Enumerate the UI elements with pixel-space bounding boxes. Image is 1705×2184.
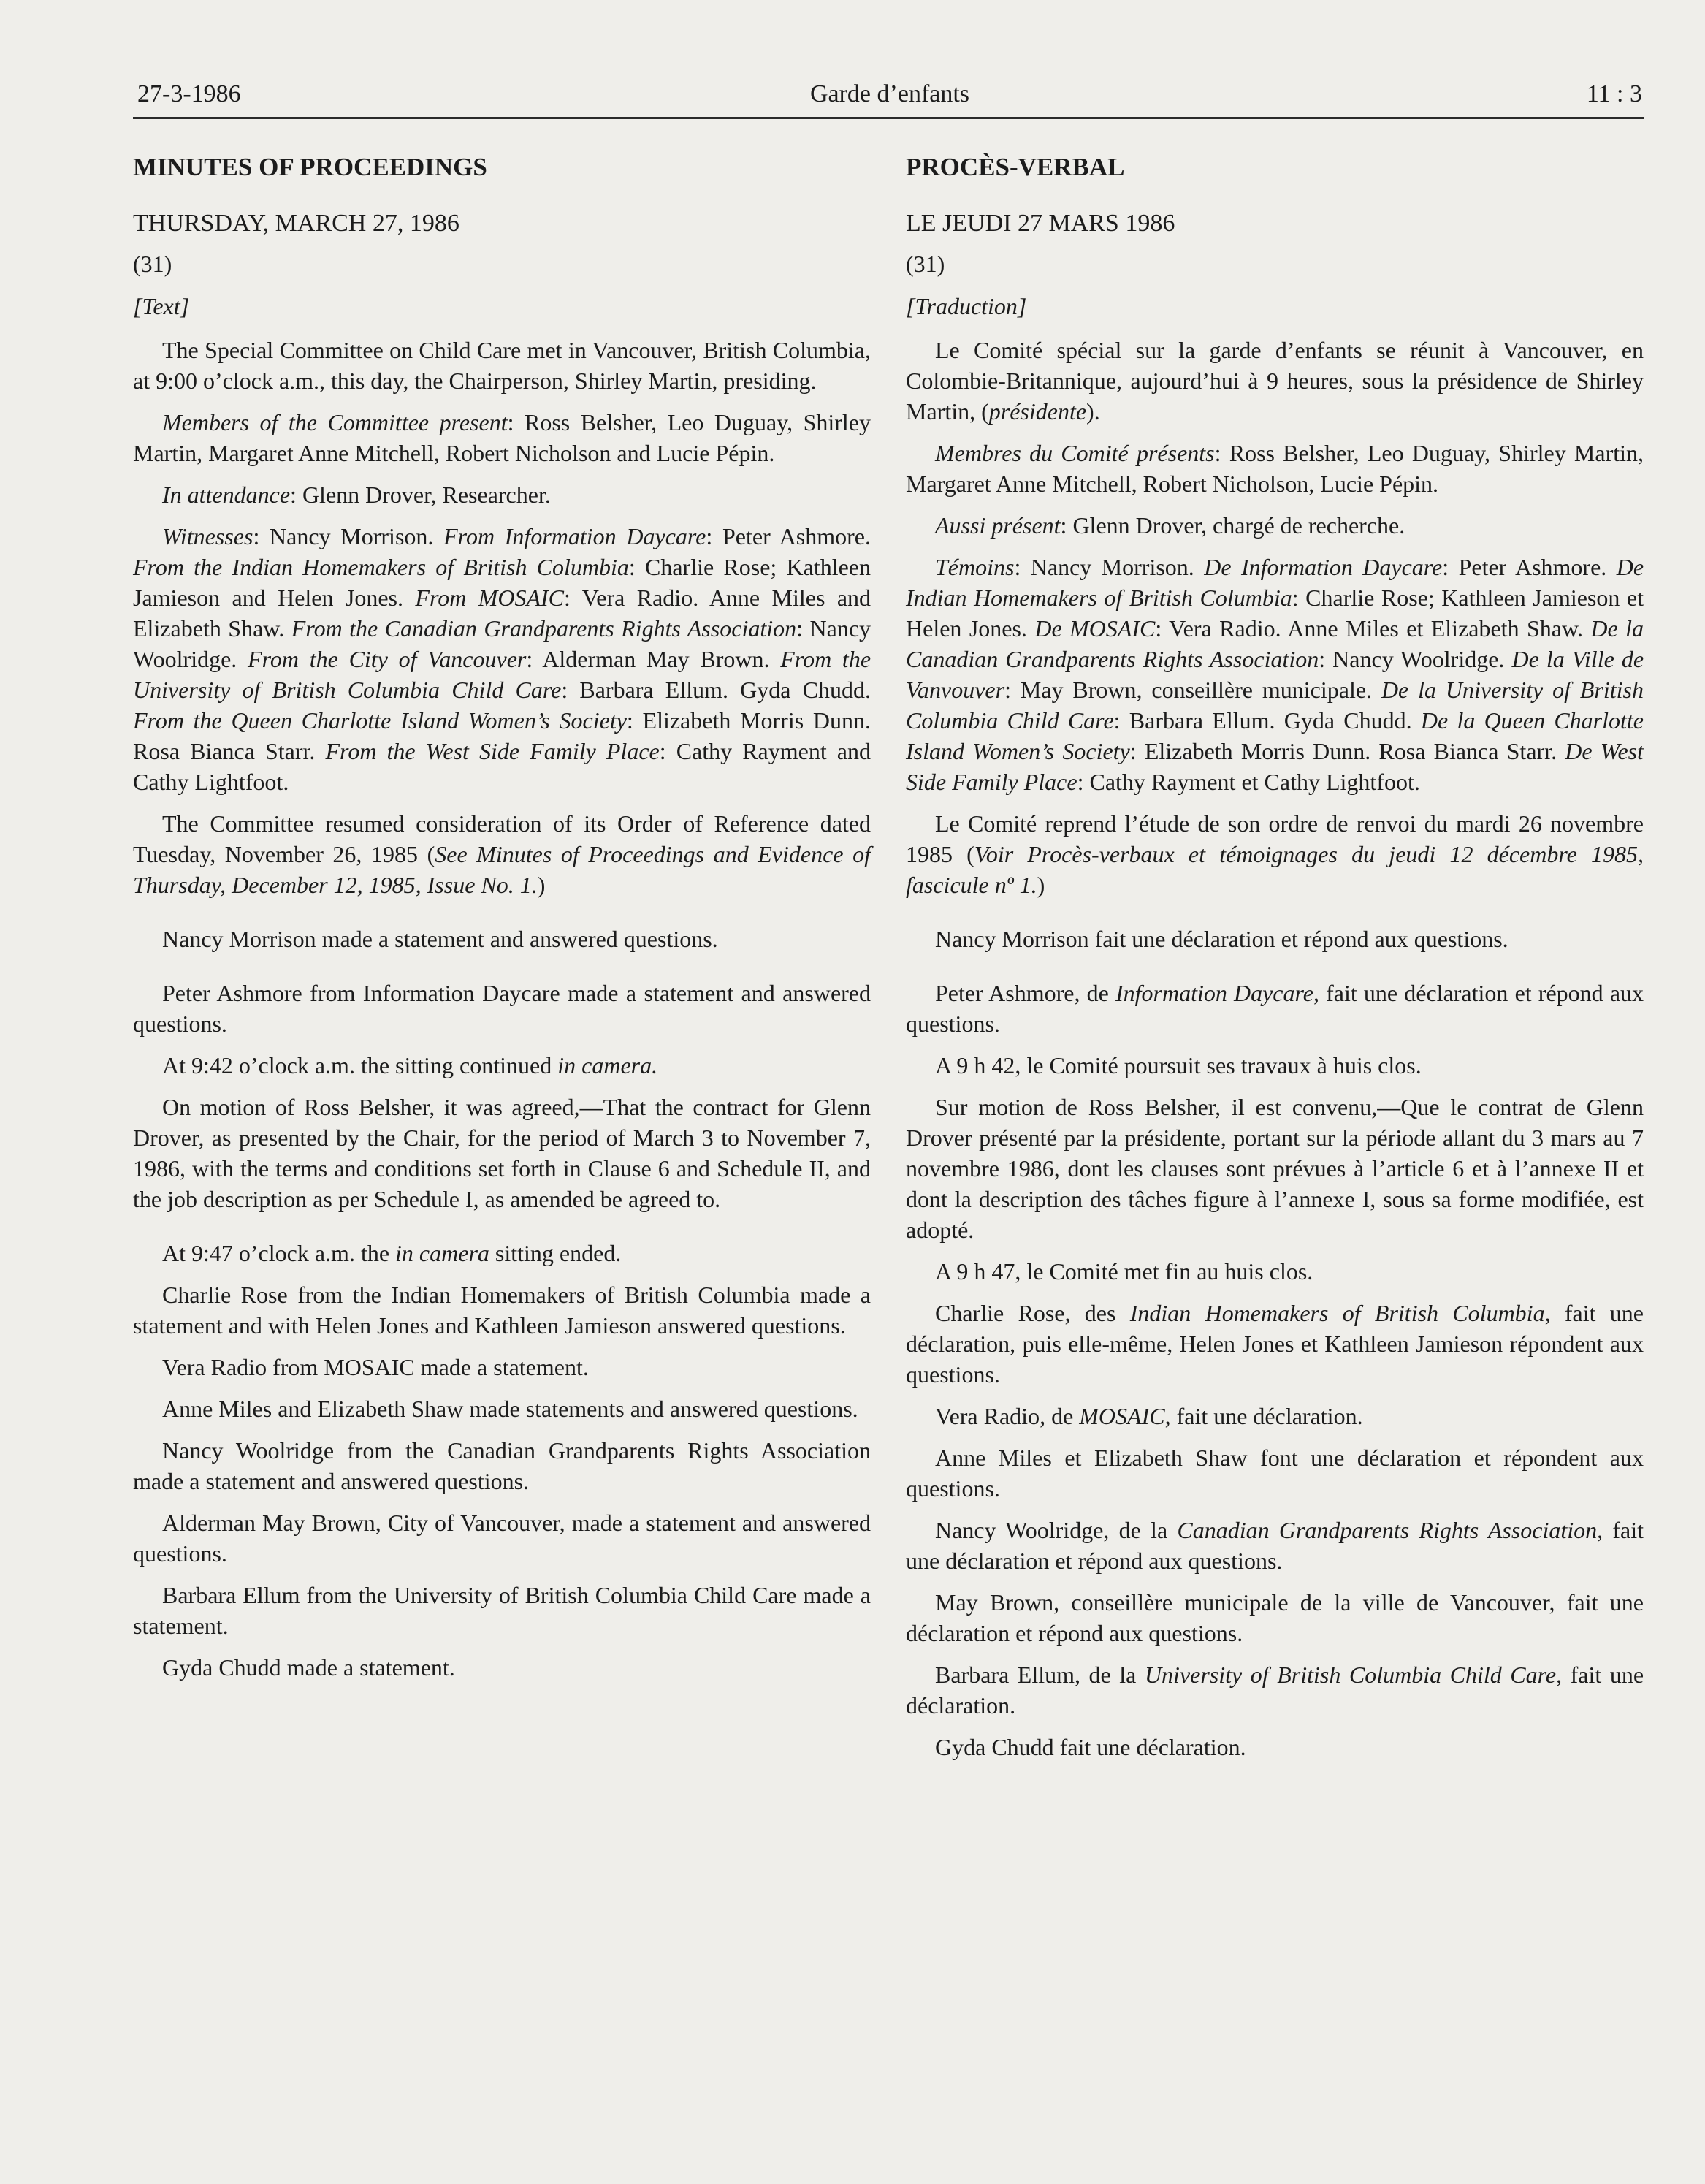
in-camera-paragraph: A 9 h 42, le Comité poursuit ses travaux à huis clos.	[935, 1052, 1422, 1078]
minutes-heading: MINUTES OF PROCEEDINGS	[133, 153, 487, 181]
statement-paragraph: Peter Ashmore, de Information Daycare, fait une déclaration et répond aux questions.	[906, 980, 1644, 1037]
statement-paragraph: Barbara Ellum from the University of British Columbia Child Care made a statement.	[133, 1582, 871, 1639]
statement-paragraph: Anne Miles and Elizabeth Shaw made statements and answered questions.	[162, 1396, 858, 1422]
meeting-number: (31)	[133, 251, 172, 277]
statement-paragraph: Gyda Chudd made a statement.	[162, 1654, 455, 1681]
header-title: Garde d’enfants	[809, 80, 970, 107]
statement-paragraph: May Brown, conseillère municipale de la ville de Vancouver, fait une déclaration et répond aux questions.	[906, 1589, 1644, 1646]
statement-paragraph: Barbara Ellum, de la University of British Columbia Child Care, fait une déclaration.	[906, 1662, 1644, 1719]
statement-paragraph: Gyda Chudd fait une déclaration.	[935, 1734, 1246, 1760]
in-camera-ended-paragraph: At 9:47 o’clock a.m. the in camera sitting ended.	[162, 1240, 622, 1266]
in-camera-ended-paragraph: A 9 h 47, le Comité met fin au huis clos.	[935, 1258, 1313, 1285]
motion-paragraph: On motion of Ross Belsher, it was agreed,—That the contract for Glenn Drover, as presented by the Chair, for the period of March 3 to November 7, 1986, with the terms and conditions set forth in Clause 6 and Schedule II, and the job description as per Schedule I, as amended be agreed to.	[133, 1094, 871, 1212]
meeting-date: THURSDAY, MARCH 27, 1986	[133, 210, 459, 237]
proces-verbal-heading: PROCÈS-VERBAL	[906, 153, 1125, 181]
statement-paragraph: Vera Radio from MOSAIC made a statement.	[162, 1354, 589, 1380]
in-attendance-label: Aussi présent	[935, 512, 1061, 539]
opening-paragraph: The Special Committee on Child Care met in Vancouver, British Columbia, at 9:00 o’clock a.m., this day, the Chairperson, Shirley Martin, presiding.	[133, 337, 871, 394]
members-present-paragraph: Members of the Committee present: Ross Belsher, Leo Duguay, Shirley Martin, Margaret Anne Mitchell, Robert Nicholson and Lucie Pépin.	[133, 409, 871, 466]
text-tag: [Text]	[133, 293, 190, 319]
header-page-number: 11 : 3	[1586, 80, 1642, 107]
meeting-number: (31)	[906, 251, 945, 277]
header-rule	[133, 117, 1644, 119]
statement-paragraph: Alderman May Brown, City of Vancouver, made a statement and answered questions.	[133, 1510, 871, 1567]
french-column	[906, 152, 1644, 1773]
statement-paragraph: Anne Miles et Elizabeth Shaw font une déclaration et répondent aux questions.	[906, 1445, 1644, 1502]
witnesses-paragraph: Témoins: Nancy Morrison. De Information Daycare: Peter Ashmore. De Indian Homemakers of British Columbia: Charlie Rose; Kathleen Jamieson et Helen Jones. De MOSAIC: Vera Radio. Anne Miles et Elizabeth Shaw. De la Canadian Grandparents Rights Association: Nancy Woolridge. De la Ville de Vanvouver: May Brown, conseillère municipale. De la University of British Columbia Child Care: Barbara Ellum. Gyda Chudd. De la Queen Charlotte Island Women’s Society: Elizabeth Morris Dunn. Rosa Bianca Starr. De West Side Family Place: Cathy Rayment et Cathy Lightfoot.	[906, 554, 1644, 795]
statement-paragraph: Nancy Morrison made a statement and answered questions.	[162, 926, 718, 952]
statement-paragraph: Peter Ashmore from Information Daycare made a statement and answered questions.	[133, 980, 871, 1037]
in-attendance-paragraph: Aussi présent: Glenn Drover, chargé de recherche.	[935, 512, 1405, 539]
english-column	[133, 152, 871, 1694]
members-present-label: Membres du Comité présents	[935, 440, 1215, 466]
running-header	[137, 80, 1642, 117]
members-present-paragraph: Membres du Comité présents: Ross Belsher, Leo Duguay, Shirley Martin, Margaret Anne Mitchell, Robert Nicholson, Lucie Pépin.	[906, 440, 1644, 497]
motion-paragraph: Sur motion de Ross Belsher, il est convenu,—Que le contrat de Glenn Drover présenté par la présidente, portant sur la période allant du 3 mars au 7 novembre 1986, dont les clauses sont prévues à l’article 6 et à l’annexe II et dont la description des tâches figure à l’annexe I, sous sa forme modifiée, est adopté.	[906, 1094, 1644, 1243]
traduction-tag: [Traduction]	[906, 293, 1027, 319]
statement-paragraph: Charlie Rose, des Indian Homemakers of British Columbia, fait une déclaration, puis elle-même, Helen Jones et Kathleen Jamieson répondent aux questions.	[906, 1300, 1644, 1388]
header-date: 27-3-1986	[137, 80, 241, 107]
statement-paragraph: Nancy Morrison fait une déclaration et répond aux questions.	[935, 926, 1508, 952]
witnesses-paragraph: Witnesses: Nancy Morrison. From Information Daycare: Peter Ashmore. From the Indian Homemakers of British Columbia: Charlie Rose; Kathleen Jamieson and Helen Jones. From MOSAIC: Vera Radio. Anne Miles and Elizabeth Shaw. From the Canadian Grandparents Rights Association: Nancy Woolridge. From the City of Vancouver: Alderman May Brown. From the University of British Columbia Child Care: Barbara Ellum. Gyda Chudd. From the Queen Charlotte Island Women’s Society: Elizabeth Morris Dunn. Rosa Bianca Starr. From the West Side Family Place: Cathy Rayment and Cathy Lightfoot.	[133, 523, 871, 795]
statement-paragraph: Nancy Woolridge, de la Canadian Grandparents Rights Association, fait une déclaration et répond aux questions.	[906, 1517, 1644, 1574]
opening-paragraph: Le Comité spécial sur la garde d’enfants se réunit à Vancouver, en Colombie-Britannique, aujourd’hui à 9 heures, sous la présidence de Shirley Martin, (présidente).	[906, 337, 1644, 425]
meeting-date: LE JEUDI 27 MARS 1986	[906, 210, 1175, 237]
statement-paragraph: Charlie Rose from the Indian Homemakers of British Columbia made a statement and with Helen Jones and Kathleen Jamieson answered questions.	[133, 1282, 871, 1339]
statement-paragraph: Vera Radio, de MOSAIC, fait une déclaration.	[935, 1403, 1363, 1429]
order-of-reference-paragraph: The Committee resumed consideration of its Order of Reference dated Tuesday, November 26, 1985 (See Minutes of Proceedings and Evidence of Thursday, December 12, 1985, Issue No. 1.)	[133, 810, 871, 898]
in-camera-paragraph: At 9:42 o’clock a.m. the sitting continued in camera.	[162, 1052, 658, 1078]
in-attendance-paragraph: In attendance: Glenn Drover, Researcher.	[162, 482, 551, 508]
members-present-label: Members of the Committee present	[162, 409, 508, 435]
statement-paragraph: Nancy Woolridge from the Canadian Grandparents Rights Association made a statement and answered questions.	[133, 1437, 871, 1494]
in-attendance-label: In attendance	[162, 482, 291, 508]
order-of-reference-paragraph: Le Comité reprend l’étude de son ordre de renvoi du mardi 26 novembre 1985 (Voir Procès-verbaux et témoignages du jeudi 12 décembre 1985, fascicule nº 1.)	[906, 810, 1644, 898]
